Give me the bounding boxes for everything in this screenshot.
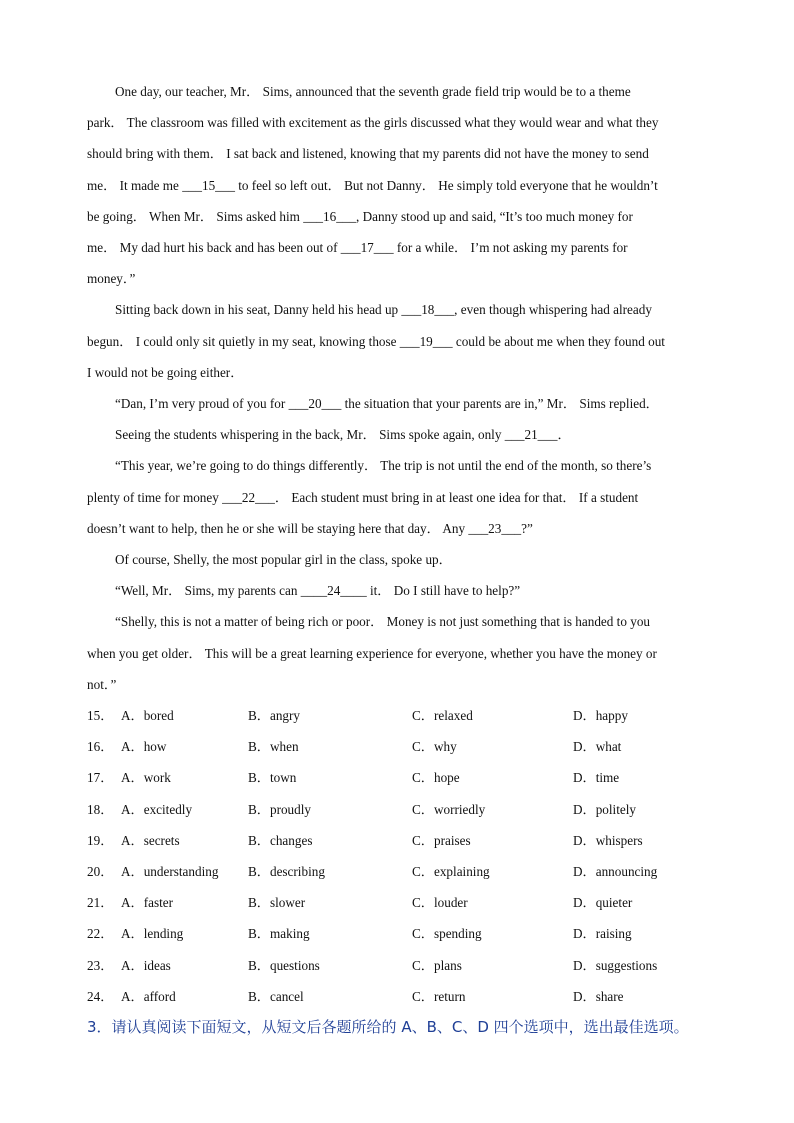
question-row-24 [87, 981, 727, 1012]
option-a: A．lending [121, 926, 184, 942]
paragraph-3 [87, 388, 707, 419]
option-b: B．describing [248, 863, 325, 879]
option-d: D．whispers [573, 832, 643, 848]
option-d: D．time [573, 770, 620, 786]
question-number: 17． [87, 770, 114, 786]
question-row-19 [87, 825, 727, 856]
text-line: money．” [87, 271, 136, 287]
question-number: 22． [87, 926, 114, 942]
text-line: One day, our teacher, Mr． Sims, announced that the seventh grade field trip would be to a theme [115, 84, 631, 99]
text-line: park． The classroom was filled with excitement as the girls discussed what they would wear and what they [87, 115, 659, 131]
text-line: plenty of time for money ___22___． Each student must bring in at least one idea for that． If a student [87, 489, 639, 505]
question-number: 21． [87, 895, 114, 911]
option-c: C．relaxed [412, 708, 473, 723]
paragraph-8 [87, 606, 707, 700]
text-line: begun． I could only sit quietly in my seat, knowing those ___19___ could be about me when they found out [87, 333, 665, 349]
option-d: D．politely [573, 801, 637, 817]
paragraph-2 [87, 294, 707, 388]
question-number: 24． [87, 988, 114, 1004]
text-line: “Dan, I’m very proud of you for ___20___ the situation that your parents are in,” Mr． Sims replied． [115, 396, 659, 411]
option-c: C．worriedly [412, 801, 486, 817]
text-line: Sitting back down in his seat, Danny held his head up ___18___, even though whispering had already [115, 302, 652, 318]
text-line: not．” [87, 676, 117, 692]
question-row-16 [87, 731, 727, 762]
paragraph-6 [87, 544, 707, 575]
option-b: B．cancel [248, 988, 304, 1004]
question-row-20 [87, 856, 727, 887]
question-row-15 [87, 700, 727, 731]
paragraph-7 [87, 575, 707, 606]
option-b: B．changes [248, 832, 313, 848]
question-number: 16． [87, 739, 114, 755]
paragraph-4 [87, 419, 707, 450]
option-b: B．angry [248, 708, 301, 723]
question-number: 15． [87, 708, 114, 723]
question-row-21 [87, 887, 727, 918]
option-a: A．faster [121, 895, 173, 911]
option-d: D．suggestions [573, 957, 658, 973]
option-d: D．announcing [573, 863, 658, 879]
question-row-17 [87, 762, 727, 793]
question-row-18 [87, 794, 727, 825]
text-line: should bring with them． I sat back and listened, knowing that my parents did not have the money to send [87, 146, 649, 162]
option-a: A．ideas [121, 957, 171, 973]
text-line: doesn’t want to help, then he or she will be staying here that day． Any ___23___?” [87, 520, 533, 536]
option-a: A．bored [121, 708, 174, 723]
question-row-22 [87, 918, 727, 949]
option-b: B．questions [248, 957, 320, 973]
option-c: C．why [412, 739, 457, 755]
option-a: A．secrets [121, 832, 180, 848]
option-d: D．share [573, 988, 624, 1004]
text-line: Of course, Shelly, the most popular girl in the class, spoke up． [115, 552, 452, 567]
text-line: be going． When Mr． Sims asked him ___16___, Danny stood up and said, “It’s too much money for [87, 208, 633, 224]
question-number: 19． [87, 832, 114, 848]
options-list [87, 700, 727, 1012]
option-b: B．when [248, 739, 299, 755]
option-c: C．spending [412, 926, 482, 942]
option-b: B．making [248, 926, 310, 942]
text-line: “This year, we’re going to do things differently． The trip is not until the end of the month, so there’s [115, 458, 652, 474]
text-line: Seeing the students whispering in the back, Mr． Sims spoke again, only ___21___． [115, 427, 571, 443]
option-a: A．afford [121, 988, 176, 1004]
question-number: 23． [87, 957, 114, 973]
option-c: C．return [412, 988, 466, 1004]
text-line: me． It made me ___15___ to feel so left out． But not Danny． He simply told everyone that he wouldn’t [87, 177, 658, 193]
option-d: D．what [573, 739, 622, 755]
section-3-instruction: 3．请认真阅读下面短文，从短文后各题所给的 A、B、C、D 四个选项中，选出最佳选项。 [87, 1018, 689, 1036]
option-c: C．hope [412, 770, 460, 786]
option-a: A．excitedly [121, 801, 193, 817]
text-line: me． My dad hurt his back and has been out of ___17___ for a while． I’m not asking my parents for [87, 240, 628, 256]
option-d: D．happy [573, 708, 628, 723]
option-c: C．praises [412, 832, 471, 848]
option-d: D．quieter [573, 895, 633, 911]
paragraph-1 [87, 76, 707, 294]
option-c: C．explaining [412, 863, 490, 879]
question-number: 20． [87, 863, 114, 879]
option-a: A．understanding [121, 863, 219, 879]
question-number: 18． [87, 801, 114, 817]
text-line: “Well, Mr． Sims, my parents can ____24____ it． Do I still have to help?” [115, 583, 521, 599]
option-a: A．how [121, 739, 167, 755]
option-d: D．raising [573, 926, 632, 942]
question-row-23 [87, 950, 727, 981]
text-line: “Shelly, this is not a matter of being rich or poor． Money is not just something that is handed to you [115, 614, 651, 630]
option-c: C．louder [412, 895, 468, 911]
option-c: C．plans [412, 957, 462, 973]
option-b: B．town [248, 770, 297, 786]
option-b: B．proudly [248, 801, 312, 817]
text-line: when you get older． This will be a great learning experience for everyone, whether you have the money or [87, 645, 657, 661]
option-a: A．work [121, 770, 171, 786]
paragraph-5 [87, 450, 707, 544]
option-b: B．slower [248, 895, 306, 911]
text-line: I would not be going either． [87, 364, 244, 380]
